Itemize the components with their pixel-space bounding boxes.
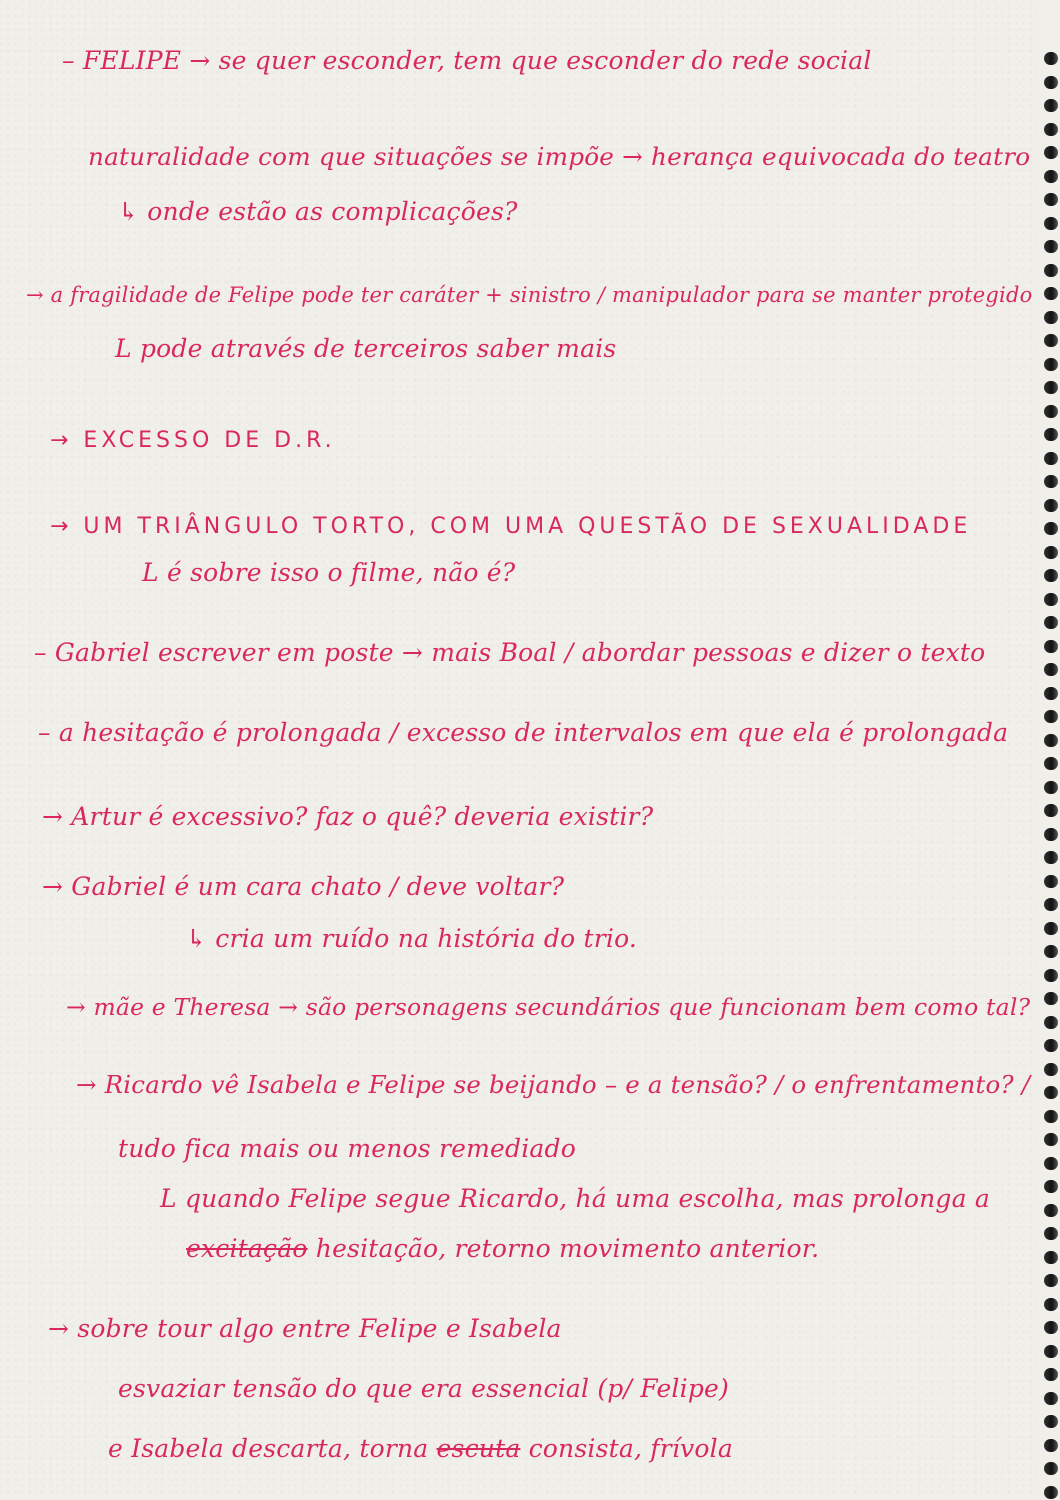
note-line-gabriel-poste: – Gabriel escrever em poste → mais Boal / abordar pessoas e dizer o texto — [34, 638, 986, 667]
spiral-ring — [1044, 781, 1058, 794]
spiral-ring — [1044, 1462, 1058, 1475]
struck-word: escuta — [436, 1434, 521, 1463]
spiral-ring — [1044, 546, 1058, 559]
spiral-ring — [1044, 851, 1058, 864]
note-line-ruido: ↳ cria um ruído na história do trio. — [186, 924, 638, 953]
spiral-ring — [1044, 1086, 1058, 1099]
spiral-ring — [1044, 358, 1058, 371]
spiral-ring — [1044, 334, 1058, 347]
spiral-ring — [1044, 287, 1058, 300]
note-line-terceiros: L pode através de terceiros saber mais — [115, 334, 617, 363]
spiral-ring — [1044, 1157, 1058, 1170]
spiral-ring — [1044, 1345, 1058, 1358]
note-text: e Isabela descarta, torna — [108, 1434, 429, 1463]
spiral-ring — [1044, 1251, 1058, 1264]
spiral-ring — [1044, 945, 1058, 958]
note-line-remediado: tudo fica mais ou menos remediado — [118, 1134, 576, 1163]
spiral-ring — [1044, 1016, 1058, 1029]
spiral-ring — [1044, 76, 1058, 89]
spiral-ring — [1044, 405, 1058, 418]
spiral-ring — [1044, 1298, 1058, 1311]
spiral-ring — [1044, 593, 1058, 606]
spiral-ring — [1044, 217, 1058, 230]
note-line-triangulo: → UM TRIÂNGULO TORTO, COM UMA QUESTÃO DE SEXUALIDADE — [50, 514, 972, 539]
note-line-escolha: L quando Felipe segue Ricardo, há uma escolha, mas prolonga a — [160, 1184, 990, 1213]
note-line-ricardo: → Ricardo vê Isabela e Felipe se beijando – e a tensão? / o enfrentamento? / — [76, 1070, 1031, 1099]
spiral-ring — [1044, 1039, 1058, 1052]
spiral-ring — [1044, 193, 1058, 206]
note-text: hesitação, retorno movimento anterior. — [315, 1234, 820, 1263]
spiral-ring — [1044, 240, 1058, 253]
spiral-ring — [1044, 616, 1058, 629]
spiral-ring — [1044, 1180, 1058, 1193]
spiral-ring — [1044, 969, 1058, 982]
spiral-ring — [1044, 1133, 1058, 1146]
spiral-ring — [1044, 146, 1058, 159]
note-line-artur: → Artur é excessivo? faz o quê? deveria existir? — [42, 802, 654, 831]
spiral-ring — [1044, 311, 1058, 324]
spiral-ring — [1044, 898, 1058, 911]
spiral-ring — [1044, 1204, 1058, 1217]
spiral-ring — [1044, 640, 1058, 653]
note-line-mae-theresa: → mãe e Theresa → são personagens secundários que funcionam bem como tal? — [66, 993, 1031, 1021]
note-line-sobre-filme: L é sobre isso o filme, não é? — [142, 558, 516, 587]
spiral-ring — [1044, 804, 1058, 817]
note-line-excesso-dr: → EXCESSO DE D.R. — [50, 428, 336, 453]
spiral-ring — [1044, 1274, 1058, 1287]
spiral-ring — [1044, 1063, 1058, 1076]
spiral-ring — [1044, 381, 1058, 394]
spiral-ring — [1044, 1368, 1058, 1381]
spiral-ring — [1044, 875, 1058, 888]
spiral-ring — [1044, 1110, 1058, 1123]
note-line-hesitacao-retorno — [186, 1232, 819, 1266]
spiral-ring — [1044, 1415, 1058, 1428]
note-text: consista, frívola — [528, 1434, 733, 1463]
spiral-ring — [1044, 452, 1058, 465]
note-line-isabela-descarta — [108, 1432, 733, 1466]
spiral-ring — [1044, 475, 1058, 488]
note-line-naturalidade: naturalidade com que situações se impõe → herança equivocada do teatro — [88, 142, 1031, 171]
spiral-ring — [1044, 99, 1058, 112]
spiral-ring — [1044, 687, 1058, 700]
spiral-ring — [1044, 734, 1058, 747]
spiral-ring — [1044, 123, 1058, 136]
spiral-ring — [1044, 569, 1058, 582]
spiral-ring — [1044, 1392, 1058, 1405]
note-line-esvaziar: esvaziar tensão do que era essencial (p/ Felipe) — [118, 1374, 729, 1403]
spiral-ring — [1044, 499, 1058, 512]
note-line-hesitacao: – a hesitação é prolongada / excesso de intervalos em que ela é prolongada — [38, 718, 1009, 747]
note-line-felipe-isabela: → sobre tour algo entre Felipe e Isabela — [48, 1314, 562, 1343]
spiral-ring — [1044, 428, 1058, 441]
spiral-ring — [1044, 992, 1058, 1005]
spiral-ring — [1044, 710, 1058, 723]
note-line-gabriel-chato: → Gabriel é um cara chato / deve voltar? — [42, 872, 565, 901]
spiral-ring — [1044, 663, 1058, 676]
spiral-ring — [1044, 52, 1058, 65]
note-line-fragilidade: → a fragilidade de Felipe pode ter caráter + sinistro / manipulador para se manter protegido — [26, 283, 1033, 307]
note-line-complicacoes: ↳ onde estão as complicações? — [118, 197, 518, 226]
spiral-ring — [1044, 1486, 1058, 1499]
spiral-ring — [1044, 1227, 1058, 1240]
spiral-ring — [1044, 922, 1058, 935]
spiral-ring — [1044, 757, 1058, 770]
spiral-ring — [1044, 1321, 1058, 1334]
spiral-ring — [1044, 170, 1058, 183]
note-line-felipe: – FELIPE → se quer esconder, tem que esconder do rede social — [62, 46, 872, 75]
spiral-ring — [1044, 522, 1058, 535]
struck-word: excitação — [186, 1234, 308, 1263]
spiral-ring — [1044, 828, 1058, 841]
spiral-ring — [1044, 1439, 1058, 1452]
spiral-ring — [1044, 264, 1058, 277]
spiral-binding — [1038, 0, 1060, 1500]
